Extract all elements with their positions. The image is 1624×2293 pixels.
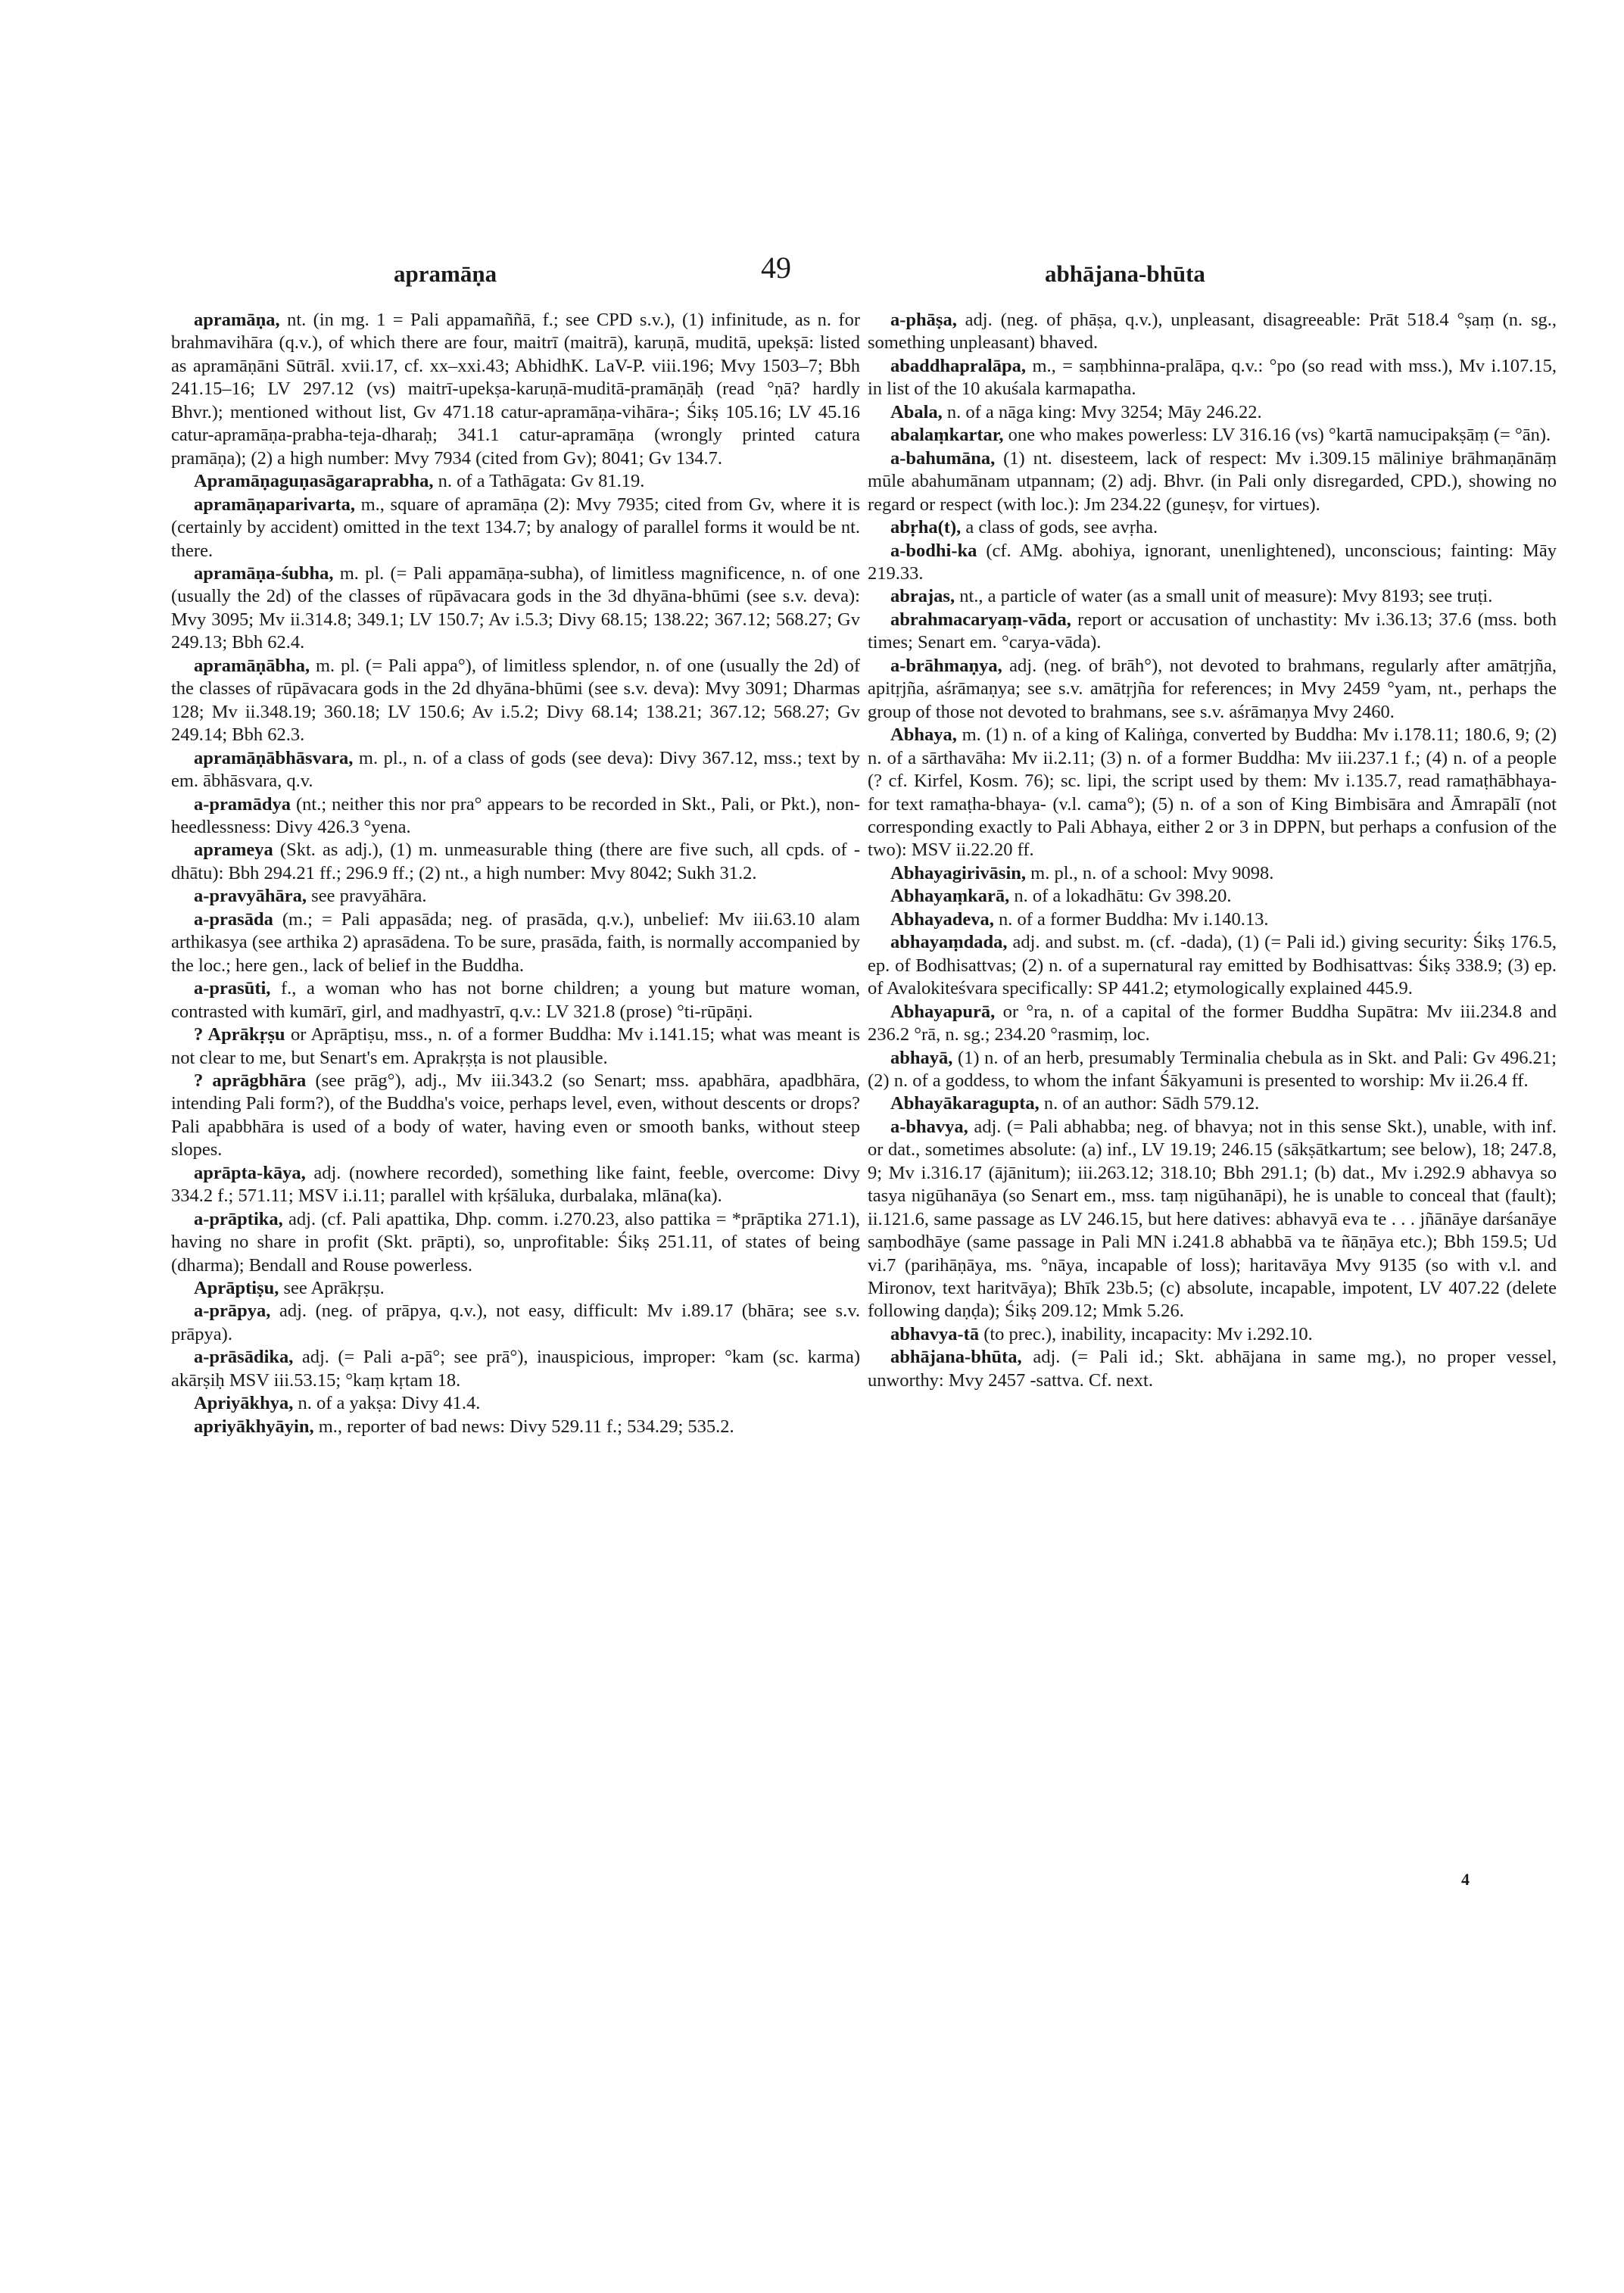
entry-definition: (to prec.), inability, incapacity: Mv i.292.10. xyxy=(979,1323,1313,1344)
entry-definition: see Aprākṛṣu. xyxy=(279,1278,385,1299)
dictionary-entry xyxy=(171,1162,860,1208)
entry-headword: a-prāptika, xyxy=(194,1208,283,1229)
entry-headword: a-prasūti, xyxy=(194,978,271,999)
entry-definition: (Skt. as adj.), (1) m. unmeasurable thing (there are five such, all cpds. of -dhātu): Bbh 294.21 ff.; 296.9 ff.; (2) nt., a high number: Mvy 8042; Sukh 31.2. xyxy=(171,840,860,883)
dictionary-entry xyxy=(868,516,1557,539)
entry-headword: abhayā, xyxy=(890,1047,953,1068)
entry-headword: a-prāsādika, xyxy=(194,1347,294,1368)
entry-headword: abrahmacaryaṃ-vāda, xyxy=(890,609,1071,630)
entry-headword: a-bhavya, xyxy=(890,1116,968,1137)
entry-headword: apramāṇābhāsvara, xyxy=(194,747,354,768)
entry-definition: one who makes powerless: LV 316.16 (vs) °kartā namucipakṣāṃ (= °ān). xyxy=(1003,425,1551,446)
entry-headword: apriyākhyāyin, xyxy=(194,1416,314,1437)
entry-headword: abhayaṃdada, xyxy=(890,932,1008,953)
entry-headword: apramāṇābha, xyxy=(194,655,310,676)
entry-headword: a-pramādya xyxy=(194,793,291,815)
header-right-guideword: abhājana-bhūta xyxy=(1045,260,1205,287)
entry-definition: (1) n. of an herb, presumably Terminalia chebula as in Skt. and Pali: Gv 496.21; (2) n. of a goddess, to whom the infant Śākyamuni is presented to worship: Mv ii.26.4 ff. xyxy=(868,1047,1557,1091)
entry-headword: abhājana-bhūta, xyxy=(890,1347,1022,1368)
entry-headword: apramāṇaparivarta, xyxy=(194,494,355,515)
entry-definition: n. of a nāga king: Mvy 3254; Māy 246.22. xyxy=(942,401,1262,422)
entry-definition: adj. (= Pali abhabba; neg. of bhavya; not in this sense Skt.), unable, with inf. or dat., sometimes absolute: (a) inf., LV 19.19; 246.15 (sākṣātkartum; see below), 18; 247.8, 9; Mv i.316.17 (ājānitum); iii.263.12; 318.10; Bbh 291.1; (b) dat., Mv i.292.9 abhavya so tasya nigūhanāya (so Senart em., mss. taṃ nigūhanāpi), he is unable to conceal that (fault); ii.121.6, same passage as LV 246.15, but here datives: abhavyā eva te . . . jñānāye darśanāye saṃbodhāye (same passage in Pali MN i.241.8 abhabbā va te ñāṇāya etc.); Bbh 159.5; Ud vi.7 (parihāṇāya, ms. °nāya, incapable of loss); haritavāya Mvy 9135 (so with v.l. and Mironov, text haritvāya); Bhīk 23b.5; (c) absolute, incapable, impotent, LV 407.22 (delete following daṇḍa); Śikṣ 209.12; Mmk 5.26. xyxy=(868,1116,1557,1322)
dictionary-entry xyxy=(868,1047,1557,1093)
entry-headword: a-bodhi-ka xyxy=(890,540,977,561)
dictionary-entry xyxy=(868,655,1557,724)
entry-headword: Aprāptiṣu, xyxy=(194,1278,279,1299)
dictionary-entry xyxy=(171,1346,860,1392)
entry-definition: or Aprāptiṣu, mss., n. of a former Buddha: Mv i.141.15; what was meant is not clear to me, but Senart's em. Aprakṛṣṭa is not plausible. xyxy=(171,1024,860,1068)
entry-definition: f., a woman who has not borne children; a young but mature woman, contrasted with kumārī, girl, and madhyastrī, q.v.: LV 321.8 (prose) °ti-rūpāṇi. xyxy=(171,978,860,1022)
entry-definition: n. of a Tathāgata: Gv 81.19. xyxy=(433,471,645,492)
entry-headword: Apramāṇaguṇasāgaraprabha, xyxy=(194,471,434,492)
entry-definition: n. of a former Buddha: Mv i.140.13. xyxy=(993,908,1269,930)
entry-headword: abhavya-tā xyxy=(890,1323,980,1344)
dictionary-entry xyxy=(171,1277,860,1300)
entry-definition: nt., a particle of water (as a small unit of measure): Mvy 8193; see truṭi. xyxy=(955,586,1493,607)
entry-headword: apramāṇa-śubha, xyxy=(194,562,334,584)
running-header xyxy=(0,250,1624,295)
entry-headword: ? Aprākṛṣu xyxy=(194,1024,285,1045)
entry-headword: Abhayaṃkarā, xyxy=(890,886,1010,907)
entry-definition: adj. and subst. m. (cf. -dada), (1) (= Pali id.) giving security: Śikṣ 176.5, ep. of Bodhisattvas; (2) n. of a supernatural ray emitted by Bodhisattvas: Śikṣ 338.9; (3) ep. of Avalokiteśvara specifically: SP 441.2; etymologically explained 445.9. xyxy=(868,932,1557,999)
entry-definition: n. of a yakṣa: Divy 41.4. xyxy=(293,1393,481,1414)
entry-definition: n. of an author: Sādh 579.12. xyxy=(1039,1093,1260,1114)
header-left-guideword: apramāṇa xyxy=(394,260,497,287)
entry-definition: m. pl., n. of a school: Mvy 9098. xyxy=(1026,862,1274,883)
entry-definition: adj. (cf. Pali apattika, Dhp. comm. i.270.23, also pattika = *prāptika 271.1), having no share in profit (Skt. prāpti), so, unprofitable: Śikṣ 251.11, of states of being (dharma); Bendall and Rouse powerless. xyxy=(171,1208,860,1276)
entry-headword: Apriyākhya, xyxy=(194,1393,294,1414)
entry-headword: abaddhapralāpa, xyxy=(890,355,1027,376)
dictionary-entry xyxy=(171,1208,860,1277)
entry-definition: adj. (neg. of phāṣa, q.v.), unpleasant, disagreeable: Prāt 518.4 °ṣaṃ (n. sg., something unpleasant) bhaved. xyxy=(868,310,1557,354)
dictionary-entry xyxy=(868,1346,1557,1392)
dictionary-entry xyxy=(171,494,860,562)
entry-definition: m., square of apramāṇa (2): Mvy 7935; cited from Gv, where it is (certainly by accident) omitted in the text 134.7; by analogy of parallel forms it would be nt. there. xyxy=(171,494,860,561)
entry-headword: Abhayākaragupta, xyxy=(890,1093,1040,1114)
dictionary-entry xyxy=(868,885,1557,908)
entry-definition: m., reporter of bad news: Divy 529.11 f.; 534.29; 535.2. xyxy=(313,1416,734,1437)
dictionary-entry xyxy=(868,401,1557,424)
entry-headword: apramāṇa, xyxy=(194,310,280,330)
entry-headword: abṛha(t), xyxy=(890,517,962,538)
entry-definition: (see prāg°), adj., Mv iii.343.2 (so Senart; mss. apabhāra, apadbhāra, intending Pali form?), of the Buddha's voice, perhaps level, even, without descents or drops? Pali apabbhāra is used of a body of water, having even or smooth banks, without steep slopes. xyxy=(171,1070,860,1161)
entry-definition: (1) nt. disesteem, lack of respect: Mv i.309.15 māliniye brāhmaṇānāṃ mūle abahumānam utpannam; (2) adj. Bhvr. (in Pali only disregarded, CPD.), showing no regard or respect (with loc.): Jm 234.22 (guneṣv, for virtues). xyxy=(868,447,1557,515)
dictionary-entry xyxy=(171,309,860,470)
dictionary-entry xyxy=(868,1001,1557,1047)
entry-definition: m. (1) n. of a king of Kaliṅga, converted by Buddha: Mv i.178.11; 180.6, 9; (2) n. of a sārthavāha: Mv ii.2.11; (3) n. of a former Buddha: Mv iii.237.1 f.; (4) n. of a people (? cf. Kirfel, Kosm. 76); sc. lipi, the script used by them: Mv i.135.7, read ramaṭhābhaya- for text ramaṭha-bhaya- (v.l. cama°); (5) n. of a son of King Bimbisāra and Āmrapālī (not corresponding exactly to Pali Abhaya, either 2 or 3 in DPPN, but perhaps a confusion of the two): MSV ii.22.20 ff. xyxy=(868,724,1557,861)
dictionary-entry xyxy=(171,1300,860,1346)
right-column xyxy=(868,309,1557,1392)
page-number: 49 xyxy=(761,251,791,285)
dictionary-entry xyxy=(171,839,860,885)
entry-headword: abalaṃkartar, xyxy=(890,425,1004,446)
dictionary-entry xyxy=(171,747,860,793)
dictionary-entry xyxy=(171,1070,860,1162)
entry-headword: Abhayapurā, xyxy=(890,1001,996,1022)
entry-definition: adj. (= Pali a-pā°; see prā°), inauspicious, improper: °kam (sc. karma) akārṣiḥ MSV iii.53.15; °kaṃ kṛtam 18. xyxy=(171,1347,860,1391)
entry-headword: ? aprāgbhāra xyxy=(194,1070,307,1091)
left-column xyxy=(171,309,860,1438)
entry-headword: Abhayagirivāsin, xyxy=(890,862,1027,883)
entry-definition: adj. (neg. of prāpya, q.v.), not easy, difficult: Mv i.89.17 (bhāra; see s.v. prāpya). xyxy=(171,1301,860,1344)
entry-definition: a class of gods, see avṛha. xyxy=(961,517,1158,538)
dictionary-entry xyxy=(868,424,1557,447)
entry-definition: adj. (neg. of brāh°), not devoted to brahmans, regularly after amātṛjña, apitṛjña, aśrāmaṇya; see s.v. amātṛjña for references; in Mvy 2459 °yam, nt., perhaps the group of those not devoted to brahmans, see s.v. aśrāmaṇya Mvy 2460. xyxy=(868,655,1557,722)
entry-headword: a-phāṣa, xyxy=(890,310,957,330)
dictionary-entry xyxy=(868,1092,1557,1115)
dictionary-entry xyxy=(171,655,860,747)
dictionary-entry xyxy=(868,1116,1557,1323)
dictionary-entry xyxy=(171,470,860,493)
entry-headword: Abhaya, xyxy=(890,724,957,746)
dictionary-entry xyxy=(868,724,1557,862)
dictionary-entry xyxy=(868,908,1557,931)
signature-mark: 4 xyxy=(1461,1870,1470,1889)
entry-headword: Abhayadeva, xyxy=(890,908,994,930)
entry-definition: (cf. AMg. abohiya, ignorant, unenlightened), unconscious; fainting: Māy 219.33. xyxy=(868,540,1557,584)
dictionary-entry xyxy=(868,309,1557,355)
dictionary-entry xyxy=(171,1023,860,1070)
dictionary-entry xyxy=(171,885,860,908)
dictionary-entry xyxy=(868,540,1557,586)
entry-definition: m., = saṃbhinna-pralāpa, q.v.: °po (so read with mss.), Mv i.107.15, in list of the 10 akuśala karmapatha. xyxy=(868,355,1557,400)
entry-definition: n. of a lokadhātu: Gv 398.20. xyxy=(1009,886,1232,907)
entry-headword: abrajas, xyxy=(890,586,955,607)
entry-definition: or °ra, n. of a capital of the former Buddha Supātra: Mv iii.234.8 and 236.2 °rā, n. sg.; 234.20 °rasmiṃ, loc. xyxy=(868,1001,1557,1045)
entry-headword: a-prāpya, xyxy=(194,1301,271,1322)
entry-definition: m. pl. (= Pali appa°), of limitless splendor, n. of one (usually the 2d) of the classes of rūpāvacara gods in the 2d dhyāna-bhūmi (see s.v. deva): Mvy 3091; Dharmas 128; Mv ii.348.19; 360.18; LV 150.6; Av i.5.2; Divy 68.14; 138.21; 367.12; 568.27; Gv 249.14; Bbh 62.3. xyxy=(171,655,860,746)
entry-headword: aprāpta-kāya, xyxy=(194,1162,306,1183)
entry-headword: a-prasāda xyxy=(194,908,273,930)
dictionary-entry xyxy=(868,1323,1557,1346)
entry-definition: (m.; = Pali appasāda; neg. of prasāda, q.v.), unbelief: Mv iii.63.10 alam arthikasya (see arthika 2) aprasādena. To be sure, prasāda, faith, is normally accompanied by the loc.; here gen., lack of belief in the Buddha. xyxy=(171,908,860,976)
entry-definition: m. pl., n. of a class of gods (see deva): Divy 367.12, mss.; text by em. ābhāsvara, q.v. xyxy=(171,747,860,792)
dictionary-entry xyxy=(171,793,860,840)
entry-definition: adj. (nowhere recorded), something like faint, feeble, overcome: Divy 334.2 f.; 571.11; MSV i.i.11; parallel with kṛśāluka, durbalaka, mlāna(ka). xyxy=(171,1162,860,1207)
entry-headword: Abala, xyxy=(890,401,943,422)
entry-definition: nt. (in mg. 1 = Pali appamaññā, f.; see CPD s.v.), (1) infinitude, as n. for brahmavihāra (q.v.), of which there are four, maitrī (maitrā), karuṇā, muditā, upekṣā: listed as apramāṇāni Sūtrāl. xvii.17, cf. xx–xxi.43; AbhidhK. LaV-P. viii.196; Mvy 1503–7; Bbh 241.15–16; LV 297.12 (vs) maitrī-upekṣa-karuṇā-muditā-pramāṇāḥ (read °ṇā? hardly Bhvr.); mentioned without list, Gv 471.18 catur-apramāṇa-vihāra-; Śikṣ 105.16; LV 45.16 catur-apramāṇa-prabha-teja-dharaḥ; 341.1 catur-apramāṇa (wrongly printed catura pramāṇa); (2) a high number: Mvy 7934 (cited from Gv); 8041; Gv 134.7. xyxy=(171,310,860,469)
entry-headword: a-pravyāhāra, xyxy=(194,886,307,907)
dictionary-entry xyxy=(171,1392,860,1415)
dictionary-entry xyxy=(868,585,1557,608)
dictionary-entry xyxy=(868,447,1557,516)
entry-headword: aprameya xyxy=(194,840,273,861)
entry-headword: a-bahumāna, xyxy=(890,447,996,469)
dictionary-entry xyxy=(171,908,860,977)
entry-definition: m. pl. (= Pali appamāṇa-subha), of limitless magnificence, n. of one (usually the 2d) of the classes of rūpāvacara gods in the 3d dhyāna-bhūmi (see s.v. deva): Mvy 3095; Mv ii.314.8; 349.1; LV 150.7; Av i.5.3; Divy 68.15; 138.22; 367.12; 568.27; Gv 249.13; Bbh 62.4. xyxy=(171,562,860,653)
entry-headword: a-brāhmaṇya, xyxy=(890,655,1002,676)
dictionary-entry xyxy=(868,931,1557,1000)
entry-definition: report or accusation of unchastity: Mv i.36.13; 37.6 (mss. both times; Senart em. °carya-vāda). xyxy=(868,609,1557,653)
dictionary-entry xyxy=(171,562,860,655)
dictionary-entry xyxy=(171,977,860,1023)
dictionary-entry xyxy=(868,862,1557,885)
entry-definition: see pravyāhāra. xyxy=(307,886,427,907)
entry-definition: adj. (= Pali id.; Skt. abhājana in same mg.), no proper vessel, unworthy: Mvy 2457 -sattva. Cf. next. xyxy=(868,1347,1557,1391)
dictionary-entry xyxy=(868,355,1557,401)
entry-definition: (nt.; neither this nor pra° appears to be recorded in Skt., Pali, or Pkt.), non-heedlessness: Divy 426.3 °yena. xyxy=(171,793,860,837)
dictionary-entry xyxy=(171,1416,860,1438)
dictionary-entry xyxy=(868,609,1557,655)
